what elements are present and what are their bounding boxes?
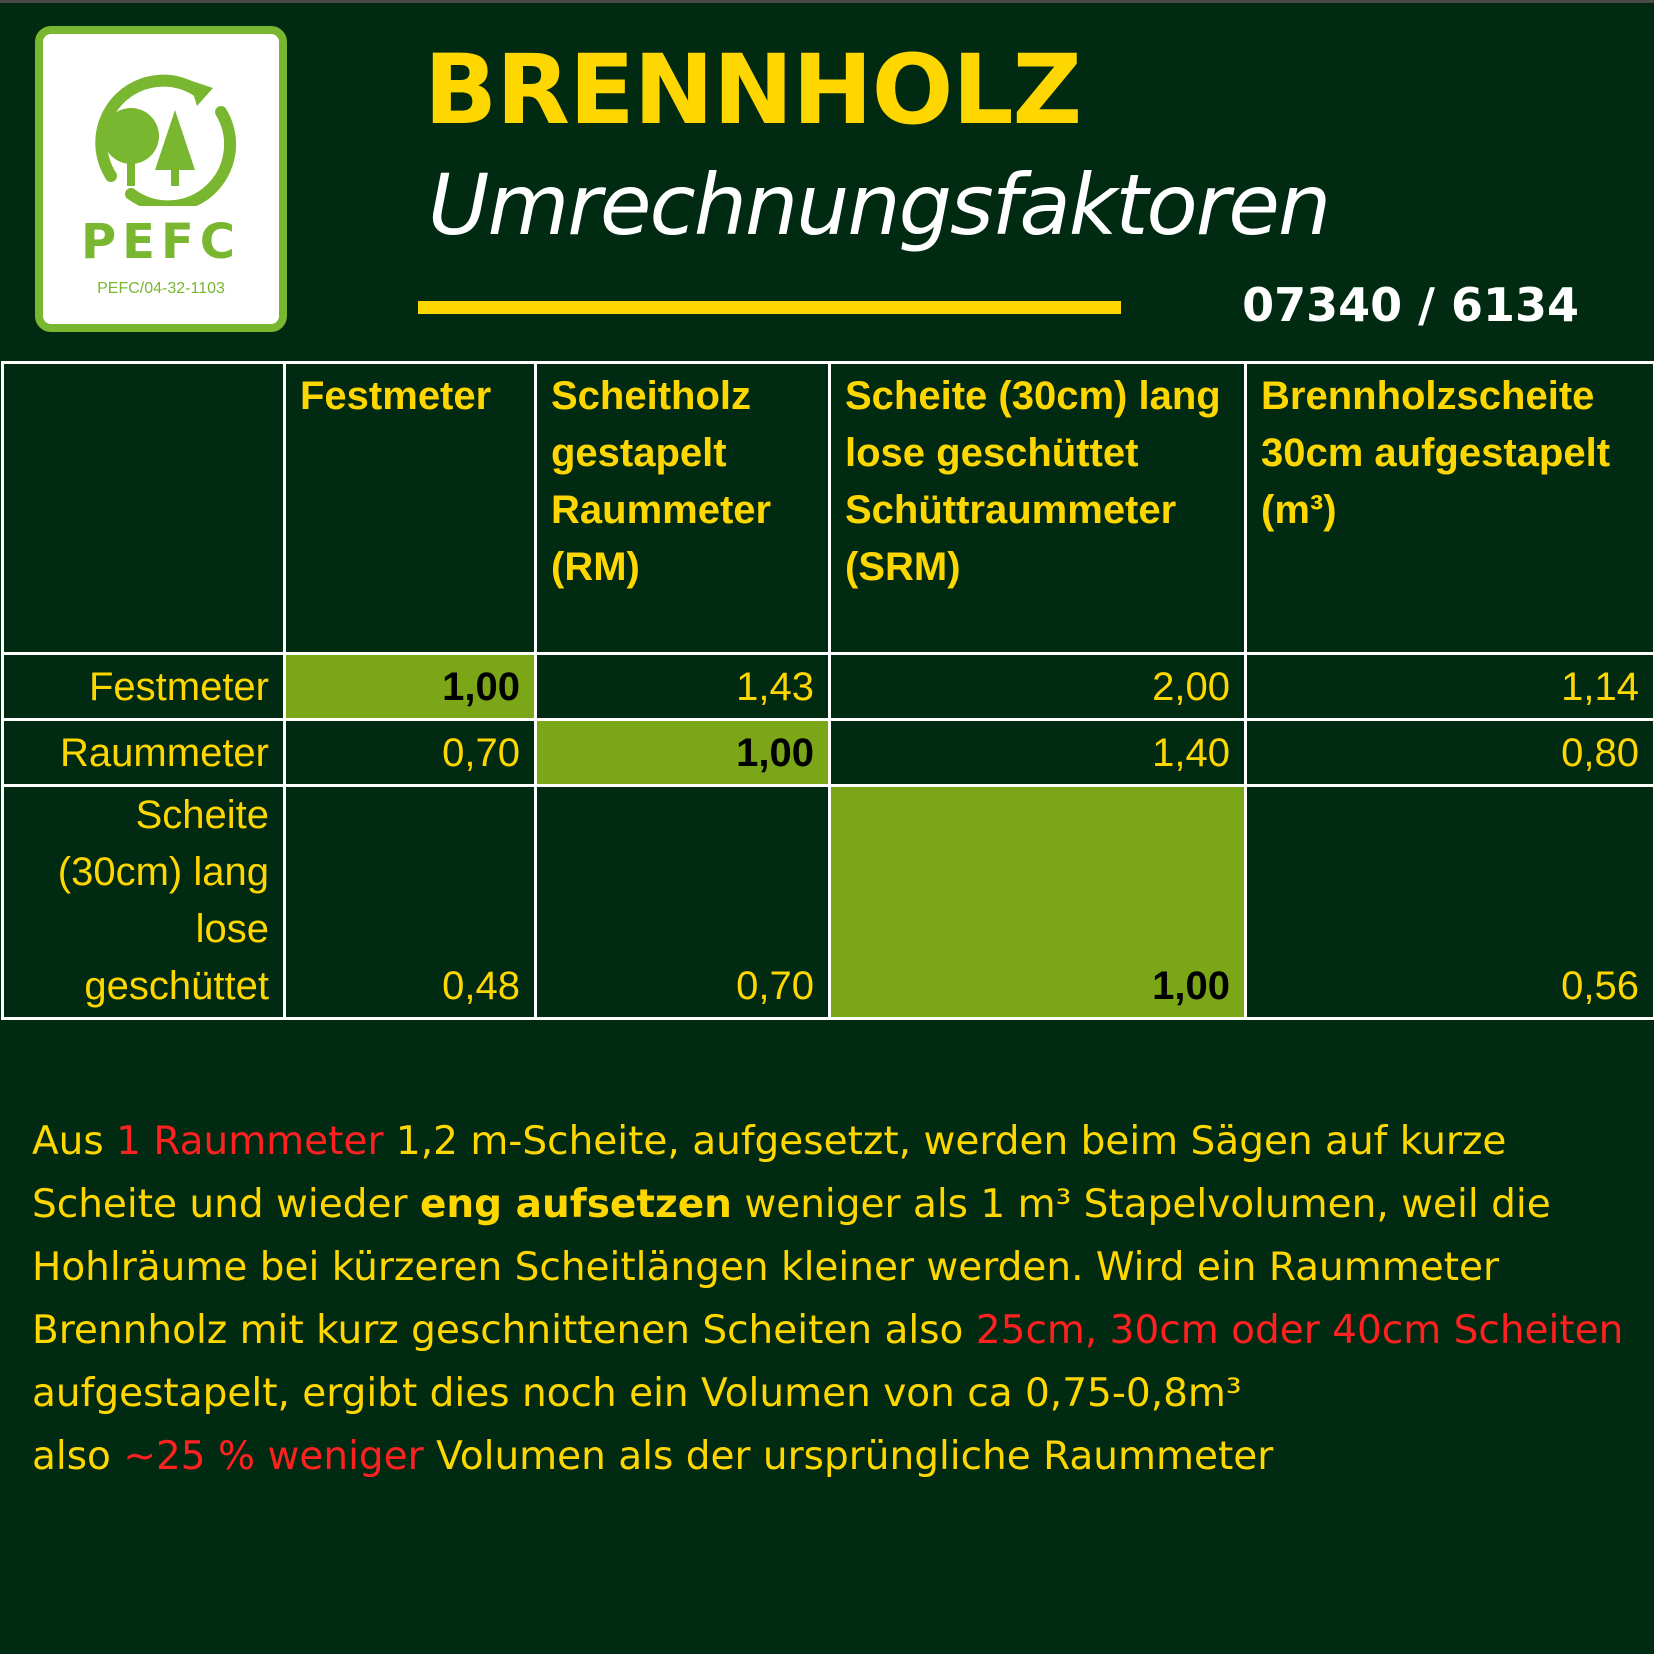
- logo-license-code: PEFC/04-32-1103: [97, 280, 225, 297]
- row-label: Raummeter: [3, 720, 285, 786]
- table-row: [3, 654, 1654, 720]
- table-row: [3, 786, 1654, 1019]
- explanation-text: [32, 1110, 1632, 1488]
- table-header-row: [3, 363, 1654, 654]
- conversion-table: [1, 361, 1654, 1020]
- text-span: also: [32, 1434, 124, 1479]
- text-span: Volumen als der ursprüngliche Raummeter: [423, 1434, 1274, 1479]
- top-border: [0, 0, 1654, 3]
- column-header-festmeter: Festmeter: [285, 363, 536, 654]
- explanation-conclusion: [32, 1425, 1632, 1488]
- table-cell: 0,56: [1246, 786, 1654, 1019]
- column-header-empty: [3, 363, 285, 654]
- highlight-span: ~25 % weniger: [123, 1434, 424, 1479]
- table-cell: 1,14: [1246, 654, 1654, 720]
- table-cell: 0,48: [285, 786, 536, 1019]
- row-label: Scheite (30cm) lang lose geschüttet: [3, 786, 285, 1019]
- highlight-span: 1 Raummeter: [116, 1119, 384, 1164]
- column-header-schuettraummeter: Scheite (30cm) lang lose geschüttet Schüttraummeter (SRM): [830, 363, 1246, 654]
- page-subtitle: Umrechnungsfaktoren: [428, 156, 1330, 254]
- explanation-paragraph: [32, 1110, 1632, 1425]
- table-row: [3, 720, 1654, 786]
- table-cell: 1,43: [536, 654, 830, 720]
- pefc-logo: [35, 26, 287, 332]
- bold-span: eng aufsetzen: [419, 1182, 732, 1227]
- text-span: 1,2 m-Scheite, aufgesetzt, werden beim Sägen auf kurze Scheite und wieder: [32, 1119, 1507, 1227]
- logo-wordmark: PEFC: [81, 214, 241, 270]
- page-title: BRENNHOLZ: [424, 34, 1082, 146]
- table-cell: 1,00: [536, 720, 830, 786]
- table-cell: 1,00: [285, 654, 536, 720]
- table-cell: 0,70: [536, 786, 830, 1019]
- text-span: Aus: [32, 1119, 117, 1164]
- table-cell: 1,40: [830, 720, 1246, 786]
- row-label: Festmeter: [3, 654, 285, 720]
- tree-icon: [81, 66, 241, 206]
- highlight-span: 25cm, 30cm oder 40cm Scheiten: [975, 1308, 1624, 1353]
- column-header-aufgestapelt: Brennholzscheite 30cm aufgestapelt (m³): [1246, 363, 1654, 654]
- table-cell: 2,00: [830, 654, 1246, 720]
- table-cell: 0,80: [1246, 720, 1654, 786]
- table-cell: 1,00: [830, 786, 1246, 1019]
- phone-number: 07340 / 6134: [1242, 278, 1579, 332]
- text-span: aufgestapelt, ergibt dies noch ein Volumen von ca 0,75-0,8m³: [32, 1371, 1242, 1416]
- text-span: weniger als 1 m³ Stapelvolumen, weil die Hohlräume bei kürzeren Scheitlängen kleiner werden. Wird ein Raummeter Brennholz mit kurz geschnittenen Scheiten also: [32, 1182, 1551, 1353]
- table-cell: 0,70: [285, 720, 536, 786]
- column-header-raummeter: Scheitholz gestapelt Raummeter (RM): [536, 363, 830, 654]
- title-underline: [418, 301, 1121, 314]
